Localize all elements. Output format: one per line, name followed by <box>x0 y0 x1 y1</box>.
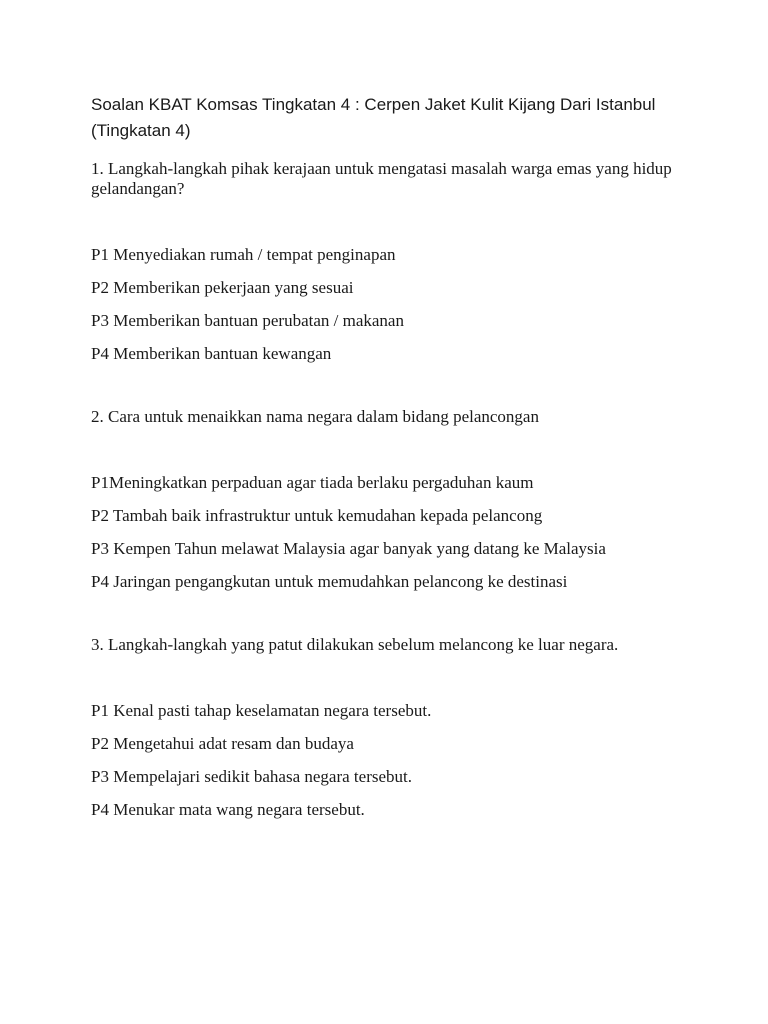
answer-item: P4 Menukar mata wang negara tersebut. <box>91 800 365 819</box>
answer-item: P4 Jaringan pengangkutan untuk memudahkan pelancong ke destinasi <box>91 572 568 591</box>
answer-item: P2 Mengetahui adat resam dan budaya <box>91 734 354 753</box>
document-page <box>91 92 691 833</box>
answer-item: P1Meningkatkan perpaduan agar tiada berlaku pergaduhan kaum <box>91 473 534 492</box>
answer-item: P2 Memberikan pekerjaan yang sesuai <box>91 278 354 297</box>
question-text: 3. Langkah-langkah yang patut dilakukan sebelum melancong ke luar negara. <box>91 635 619 654</box>
answer-list <box>91 701 691 820</box>
answer-list <box>91 473 691 592</box>
answer-item: P4 Memberikan bantuan kewangan <box>91 344 332 363</box>
answer-item: P3 Mempelajari sedikit bahasa negara tersebut. <box>91 767 412 786</box>
document-title: Soalan KBAT Komsas Tingkatan 4 : Cerpen Jaket Kulit Kijang Dari Istanbul (Tingkatan 4) <box>91 95 656 140</box>
answer-item: P1 Menyediakan rumah / tempat penginapan <box>91 245 396 264</box>
question-text: 1. Langkah-langkah pihak kerajaan untuk mengatasi masalah warga emas yang hidup gelandangan? <box>91 159 672 198</box>
answer-item: P2 Tambah baik infrastruktur untuk kemudahan kepada pelancong <box>91 506 543 525</box>
answer-item: P3 Kempen Tahun melawat Malaysia agar banyak yang datang ke Malaysia <box>91 539 606 558</box>
question-text: 2. Cara untuk menaikkan nama negara dalam bidang pelancongan <box>91 407 539 426</box>
answer-list <box>91 245 691 364</box>
question-block-3 <box>91 635 691 820</box>
answer-item: P3 Memberikan bantuan perubatan / makanan <box>91 311 404 330</box>
answer-item: P1 Kenal pasti tahap keselamatan negara tersebut. <box>91 701 432 720</box>
question-block-2 <box>91 407 691 592</box>
question-block-1 <box>91 159 691 364</box>
